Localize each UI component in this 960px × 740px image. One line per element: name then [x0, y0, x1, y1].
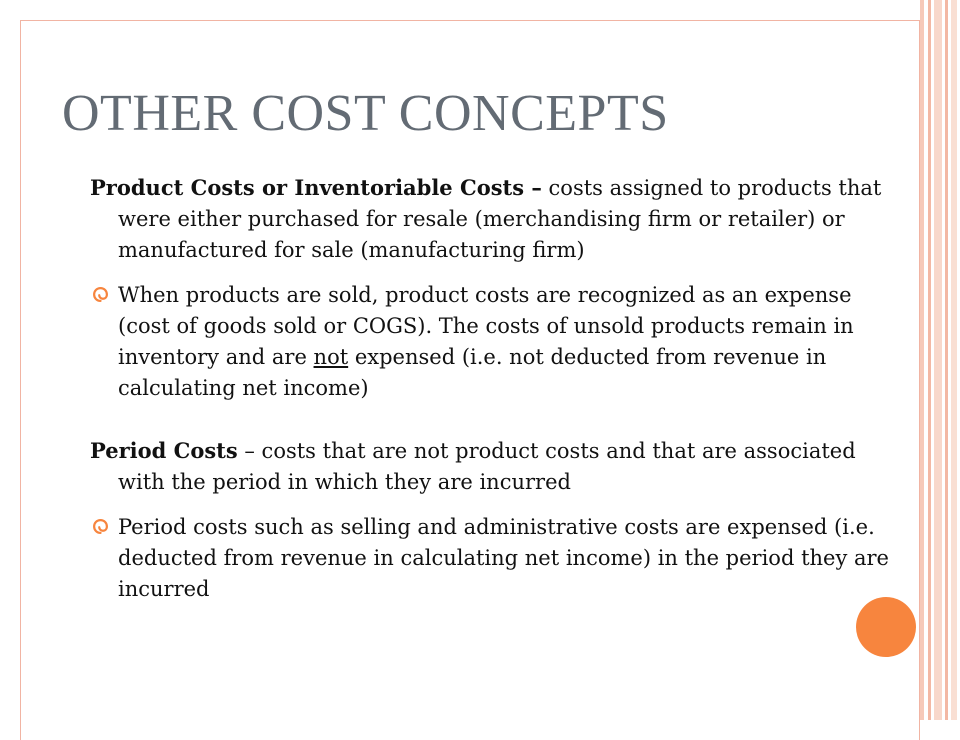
emphasis-not: not [313, 345, 349, 369]
period-costs-bullet [90, 512, 898, 605]
period-costs-definition: – costs that are not product costs and that are associated with the period in which they are incurred [118, 439, 856, 494]
orange-circle-decoration [856, 597, 916, 657]
period-costs-paragraph [90, 435, 898, 498]
period-costs-term: Period Costs [90, 438, 238, 463]
period-costs-bullet-text: Period costs such as selling and administrative costs are expensed (i.e. deducted from revenue in calculating net income) in the period they are incurred [118, 515, 889, 601]
product-costs-bullet [90, 280, 898, 404]
orange-swirl-bullet-icon [92, 286, 109, 303]
product-costs-bullet-text-end: expensed (i.e. not deducted from revenue in calculating net income) [118, 345, 827, 400]
product-costs-term: Product Costs or Inventoriable Costs – [90, 175, 542, 200]
slide-content [90, 172, 898, 605]
orange-swirl-bullet-icon [92, 518, 109, 535]
product-costs-bullet-text-start: When products are sold, product costs are recognized as an expense (cost of goods sold or COGS). The costs of unsold products remain in inventory and are [118, 283, 854, 369]
slide-title: OTHER COST CONCEPTS [62, 85, 669, 142]
decorative-stripes-right [920, 0, 960, 720]
product-costs-paragraph [90, 172, 898, 266]
product-costs-definition: costs assigned to products that were either purchased for resale (merchandising firm or retailer) or manufactured for sale (manufacturing firm) [118, 176, 882, 262]
